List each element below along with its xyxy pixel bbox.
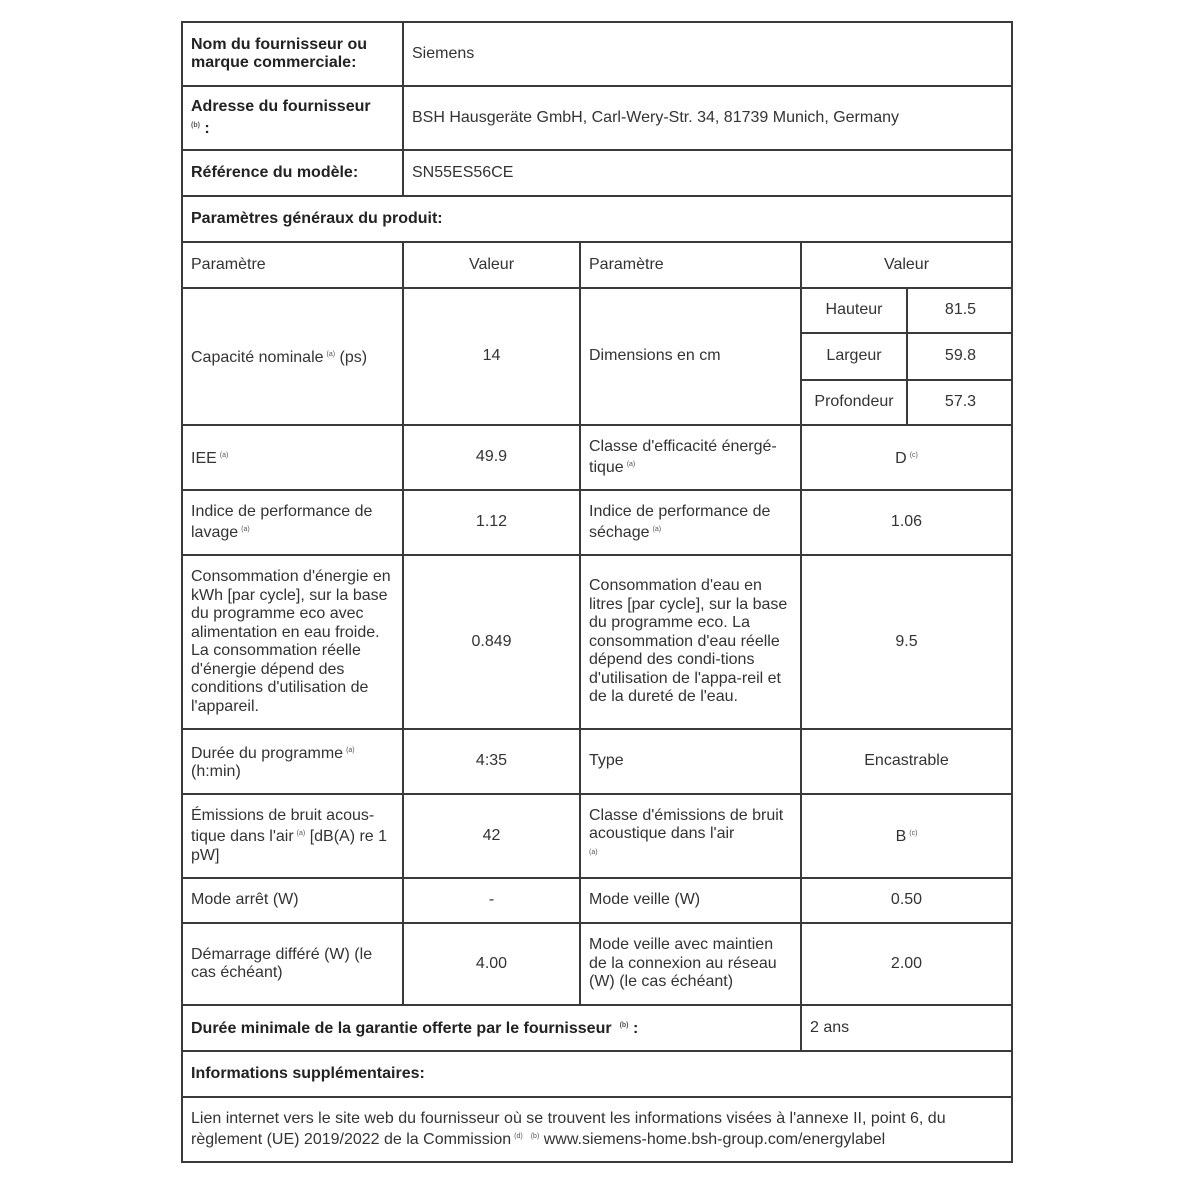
program-duration-label: Durée du programme $^{(a)}$ (h:min): [182, 729, 403, 794]
energy-class-label: Classe d'efficacité énergé-tique $^{(a)}$: [580, 425, 801, 490]
noise-class-value: B $^{(c)}$: [801, 794, 1012, 878]
row-model-reference: [182, 150, 1012, 196]
dimensions-value-cell: [801, 288, 1012, 425]
supplier-name-value: Siemens: [403, 22, 1012, 86]
warranty-label: Durée minimale de la garantie offerte par le fournisseur $^{(b)}$ :: [182, 1005, 801, 1051]
water-consumption-label: Consommation d'eau en litres [par cycle], sur la base du programme eco. La consommation d'eau réelle dépend des condi-tions d'utilisation de l'appa-reil et de la dureté de l'eau.: [580, 555, 801, 729]
dimension-row-depth: [802, 380, 1013, 424]
row-additional-text: [182, 1097, 1012, 1162]
dimension-row-width: [802, 333, 1013, 380]
off-mode-label: Mode arrêt (W): [182, 878, 403, 923]
row-supplier-address: [182, 86, 1012, 150]
iee-label: IEE $^{(a)}$: [182, 425, 403, 490]
row-performance-indices: [182, 490, 1012, 555]
supplier-address-label: Adresse du fournisseur $^{(b)}$ :: [182, 86, 403, 150]
standby-mode-value: 0.50: [801, 878, 1012, 923]
dimension-depth-value: 57.3: [907, 380, 1013, 424]
model-reference-value: SN55ES56CE: [403, 150, 1012, 196]
product-info-table: [181, 21, 1013, 1163]
footnote-ref: (b): [191, 121, 200, 129]
delay-start-value: 4.00: [403, 923, 580, 1005]
energy-consumption-value: 0.849: [403, 555, 580, 729]
capacity-value: 14: [403, 288, 580, 425]
capacity-label: Capacité nominale $^{(a)}$ (ps): [182, 288, 403, 425]
type-value: Encastrable: [801, 729, 1012, 794]
dimensions-subtable: [802, 289, 1013, 424]
dimension-width-value: 59.8: [907, 333, 1013, 380]
row-consumption: [182, 555, 1012, 729]
dry-index-value: 1.06: [801, 490, 1012, 555]
header-param-left: Paramètre: [182, 242, 403, 288]
standby-mode-label: Mode veille (W): [580, 878, 801, 923]
energy-consumption-label: Consommation d'énergie en kWh [par cycle], sur la base du programme eco avec alimentation en eau froide. La consommation réelle d'énergie dépend des conditions d'utilisation de l'appareil.: [182, 555, 403, 729]
additional-info-title: Informations supplémentaires:: [182, 1051, 1012, 1097]
section-general-title: Paramètres généraux du produit:: [182, 196, 1012, 242]
water-consumption-value: 9.5: [801, 555, 1012, 729]
energy-label-link[interactable]: www.siemens-home.bsh-group.com/energylabel: [543, 1131, 886, 1148]
header-value-right: Valeur: [801, 242, 1012, 288]
wash-index-label: Indice de performance de lavage $^{(a)}$: [182, 490, 403, 555]
dimensions-label: Dimensions en cm: [580, 288, 801, 425]
model-reference-label: Référence du modèle:: [182, 150, 403, 196]
additional-info-text: Lien internet vers le site web du fournisseur où se trouvent les informations visées à l'annexe II, point 6, du règlement (UE) 2019/2022 de la Commission $^{(d)}$ $^{(b)}$ www.siemens-home.bsh-group.com/energylabel: [182, 1097, 1012, 1162]
product-information-sheet: [181, 21, 1011, 1163]
row-off-standby: [182, 878, 1012, 923]
program-duration-value: 4:35: [403, 729, 580, 794]
row-delay-networked: [182, 923, 1012, 1005]
warranty-value: 2 ans: [801, 1005, 1012, 1051]
noise-class-label: Classe d'émissions de bruit acoustique dans l'air $^{(a)}$: [580, 794, 801, 878]
off-mode-value: -: [403, 878, 580, 923]
networked-standby-value: 2.00: [801, 923, 1012, 1005]
type-label: Type: [580, 729, 801, 794]
noise-emission-label: Émissions de bruit acous-tique dans l'air $^{(a)}$ [dB(A) re 1 pW]: [182, 794, 403, 878]
dimension-width-label: Largeur: [802, 333, 907, 380]
row-warranty: [182, 1005, 1012, 1051]
row-noise: [182, 794, 1012, 878]
dry-index-label: Indice de performance de séchage $^{(a)}$: [580, 490, 801, 555]
header-value-left: Valeur: [403, 242, 580, 288]
row-iee-energy-class: [182, 425, 1012, 490]
iee-value: 49.9: [403, 425, 580, 490]
dimension-row-height: [802, 289, 1013, 333]
supplier-address-value: BSH Hausgeräte GmbH, Carl-Wery-Str. 34, 81739 Munich, Germany: [403, 86, 1012, 150]
noise-emission-value: 42: [403, 794, 580, 878]
header-param-right: Paramètre: [580, 242, 801, 288]
dimension-height-value: 81.5: [907, 289, 1013, 333]
wash-index-value: 1.12: [403, 490, 580, 555]
dimension-height-label: Hauteur: [802, 289, 907, 333]
row-supplier-name: [182, 22, 1012, 86]
row-section-general: [182, 196, 1012, 242]
row-additional-title: [182, 1051, 1012, 1097]
supplier-name-label: Nom du fournisseur ou marque commerciale:: [182, 22, 403, 86]
row-column-headers: [182, 242, 1012, 288]
dimension-depth-label: Profondeur: [802, 380, 907, 424]
energy-class-value: D $^{(c)}$: [801, 425, 1012, 490]
row-capacity-dimensions: [182, 288, 1012, 425]
networked-standby-label: Mode veille avec maintien de la connexion au réseau (W) (le cas échéant): [580, 923, 801, 1005]
row-duration-type: [182, 729, 1012, 794]
delay-start-label: Démarrage différé (W) (le cas échéant): [182, 923, 403, 1005]
